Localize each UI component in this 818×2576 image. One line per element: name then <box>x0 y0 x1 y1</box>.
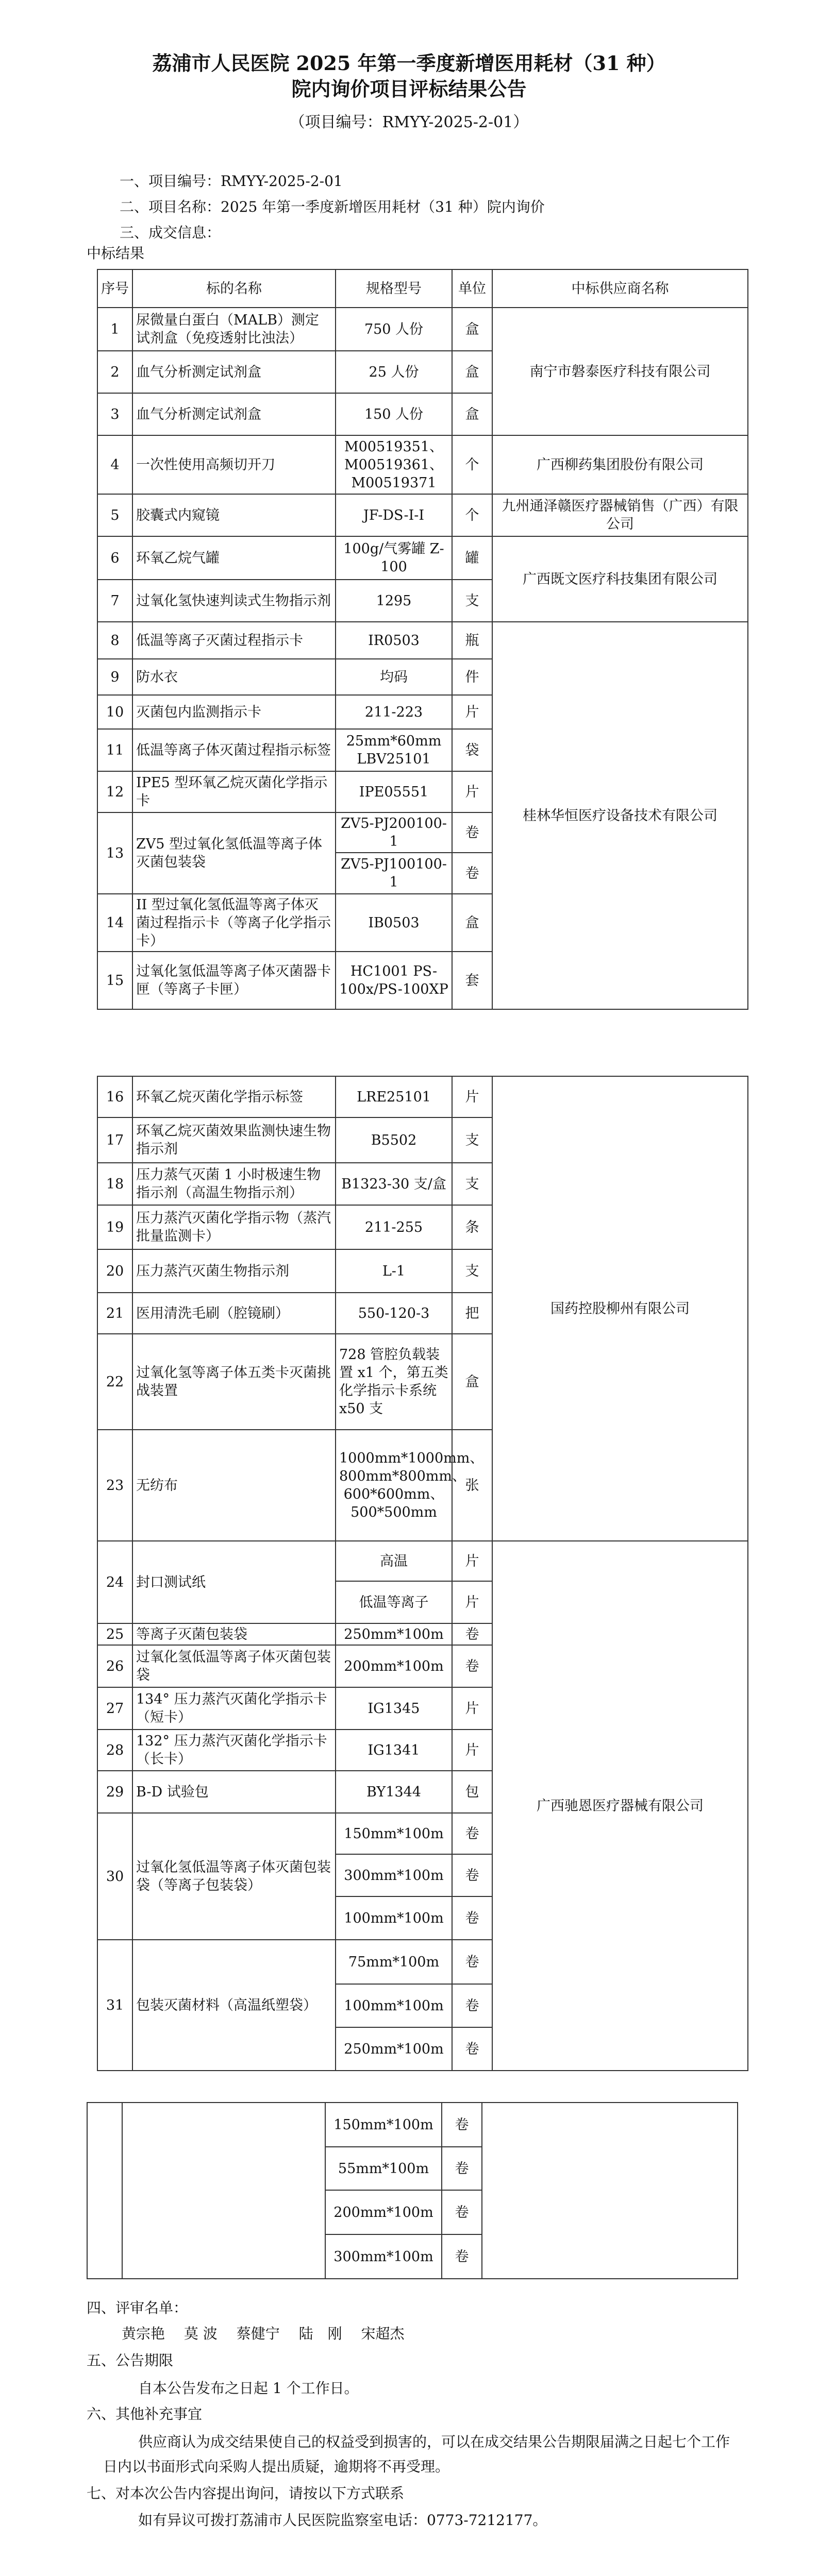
supplier-cell: 广西柳药集团股份有限公司 <box>492 435 748 494</box>
row-item-name: II 型过氧化氢低温等离子体灭菌过程指示卡（等离子化学指示卡） <box>132 894 336 952</box>
row-item-name-continued <box>122 2103 325 2279</box>
row-seq: 15 <box>97 952 132 1009</box>
row-unit: 卷 <box>442 2234 482 2279</box>
row-unit: 卷 <box>452 1623 492 1645</box>
row-unit: 袋 <box>452 729 492 771</box>
row-seq: 23 <box>97 1430 132 1541</box>
row-unit: 卷 <box>452 1896 492 1940</box>
row-seq: 5 <box>97 494 132 536</box>
row-item-name: 封口测试纸 <box>132 1541 336 1623</box>
row-item-name: 压力蒸汽灭菌化学指示物（蒸汽批量监测卡） <box>132 1205 336 1249</box>
row-spec: 25 人份 <box>336 351 452 393</box>
row-spec: 100g/气雾罐 Z-100 <box>336 536 452 580</box>
row-seq: 31 <box>97 1940 132 2071</box>
row-spec: 211-255 <box>336 1205 452 1249</box>
row-spec: 低温等离子 <box>336 1581 452 1623</box>
supplier-cell: 九州通泽赣医疗器械销售（广西）有限公司 <box>492 494 748 536</box>
row-spec: JF-DS-I-I <box>336 494 452 536</box>
row-item-name: 压力蒸气灭菌 1 小时极速生物指示剂（高温生物指示剂） <box>132 1163 336 1205</box>
row-seq: 4 <box>97 435 132 494</box>
row-unit: 卷 <box>452 1645 492 1687</box>
row-item-name: IPE5 型环氧乙烷灭菌化学指示卡 <box>132 771 336 812</box>
row-unit: 盒 <box>452 1334 492 1430</box>
row-spec: 100mm*100m <box>336 1896 452 1940</box>
row-unit: 卷 <box>442 2147 482 2190</box>
row-unit: 支 <box>452 1249 492 1293</box>
row-item-name: 134° 压力蒸汽灭菌化学指示卡（短卡） <box>132 1687 336 1730</box>
row-item-name: 胶囊式内窥镜 <box>132 494 336 536</box>
row-item-name: 等离子灭菌包装袋 <box>132 1623 336 1645</box>
row-item-name: ZV5 型过氧化氢低温等离子体灭菌包装袋 <box>132 812 336 894</box>
row-spec: 250mm*100m <box>336 2027 452 2071</box>
row-spec: IR0503 <box>336 622 452 659</box>
row-spec: B1323-30 支/盒 <box>336 1163 452 1205</box>
row-spec: 300mm*100m <box>325 2234 442 2279</box>
row-spec: 150mm*100m <box>325 2103 442 2147</box>
notice-period-text: 自本公告发布之日起 1 个工作日。 <box>138 2380 359 2397</box>
row-spec: 55mm*100m <box>325 2147 442 2190</box>
row-unit: 卷 <box>442 2190 482 2234</box>
row-item-name: 医用清洗毛刷（腔镜刷） <box>132 1293 336 1334</box>
row-seq: 9 <box>97 659 132 695</box>
row-seq: 22 <box>97 1334 132 1430</box>
row-unit: 个 <box>452 435 492 494</box>
header-unit: 单位 <box>452 269 492 308</box>
table-row <box>97 536 748 580</box>
row-unit: 套 <box>452 952 492 1009</box>
row-item-name: 血气分析测定试剂盒 <box>132 393 336 435</box>
row-seq: 7 <box>97 580 132 622</box>
row-unit: 件 <box>452 659 492 695</box>
row-unit: 片 <box>452 1076 492 1117</box>
row-seq: 27 <box>97 1687 132 1730</box>
row-spec: IB0503 <box>336 894 452 952</box>
document-title-line1: 荔浦市人民医院 2025 年第一季度新增医用耗材（31 种） <box>152 52 666 75</box>
row-spec: B5502 <box>336 1117 452 1163</box>
row-item-name: 包装灭菌材料（高温纸塑袋） <box>132 1940 336 2071</box>
row-unit: 张 <box>452 1430 492 1541</box>
row-spec: 200mm*100m <box>336 1645 452 1687</box>
row-spec: ZV5-PJ100100-1 <box>336 853 452 894</box>
row-spec: 75mm*100m <box>336 1940 452 1984</box>
row-unit: 支 <box>452 580 492 622</box>
row-unit: 卷 <box>452 1813 492 1854</box>
row-seq: 17 <box>97 1117 132 1163</box>
row-unit: 片 <box>452 1730 492 1771</box>
supplier-cell: 南宁市磐泰医疗科技有限公司 <box>492 308 748 435</box>
document-title-line2: 院内询价项目评标结果公告 <box>291 77 527 100</box>
row-item-name: 低温等离子体灭菌过程指示标签 <box>132 729 336 771</box>
table-row <box>87 2103 738 2147</box>
info-project-number: 一、项目编号：RMYY-2025-2-01 <box>120 173 343 190</box>
row-item-name: 过氧化氢等离子体五类卡灭菌挑战装置 <box>132 1334 336 1430</box>
row-spec: M00519351、M00519361、M00519371 <box>336 435 452 494</box>
row-unit: 条 <box>452 1205 492 1249</box>
row-unit: 个 <box>452 494 492 536</box>
header-seq: 序号 <box>97 269 132 308</box>
row-spec: 1295 <box>336 580 452 622</box>
row-unit: 片 <box>452 1581 492 1623</box>
row-spec: HC1001 PS-100x/PS-100XP <box>336 952 452 1009</box>
row-seq-continued <box>87 2103 122 2279</box>
table-header-row <box>97 269 748 308</box>
row-spec: BY1344 <box>336 1771 452 1813</box>
row-unit: 把 <box>452 1293 492 1334</box>
row-unit: 支 <box>452 1163 492 1205</box>
header-supplier: 中标供应商名称 <box>492 269 748 308</box>
row-unit: 盒 <box>452 308 492 351</box>
row-seq: 12 <box>97 771 132 812</box>
row-unit: 卷 <box>452 1984 492 2027</box>
row-item-name: 防水衣 <box>132 659 336 695</box>
row-seq: 18 <box>97 1163 132 1205</box>
row-spec: 300mm*100m <box>336 1854 452 1896</box>
row-seq: 1 <box>97 308 132 351</box>
row-seq: 24 <box>97 1541 132 1623</box>
row-seq: 2 <box>97 351 132 393</box>
project-number-subtitle: （项目编号：RMYY-2025-2-01） <box>289 113 529 131</box>
row-seq: 28 <box>97 1730 132 1771</box>
row-seq: 25 <box>97 1623 132 1645</box>
row-spec: L-1 <box>336 1249 452 1293</box>
row-unit: 支 <box>452 1117 492 1163</box>
table-row <box>97 1076 748 1117</box>
supplement-text: 供应商认为成交结果使自己的权益受到损害的，可以在成交结果公告期限届满之日起七个工作日内以书面形式向采购人提出质疑，逾期将不再受理。 <box>103 2433 730 2475</box>
row-unit: 卷 <box>452 812 492 853</box>
header-item-name: 标的名称 <box>132 269 336 308</box>
supplement-heading: 六、其他补充事宜 <box>87 2405 203 2422</box>
supplier-cell: 桂林华恒医疗设备技术有限公司 <box>492 622 748 1009</box>
row-spec: 200mm*100m <box>325 2190 442 2234</box>
row-seq: 29 <box>97 1771 132 1813</box>
row-unit: 瓶 <box>452 622 492 659</box>
supplier-cell: 广西驰恩医疗器械有限公司 <box>492 1541 748 2071</box>
row-item-name: 低温等离子灭菌过程指示卡 <box>132 622 336 659</box>
supplier-cell: 国药控股柳州有限公司 <box>492 1076 748 1541</box>
header-spec: 规格型号 <box>336 269 452 308</box>
row-item-name: 无纺布 <box>132 1430 336 1541</box>
row-seq: 21 <box>97 1293 132 1334</box>
row-unit: 盒 <box>452 351 492 393</box>
row-seq: 8 <box>97 622 132 659</box>
row-unit: 包 <box>452 1771 492 1813</box>
row-unit: 盒 <box>452 894 492 952</box>
row-item-name: 过氧化氢低温等离子体灭菌器卡匣（等离子卡匣） <box>132 952 336 1009</box>
row-spec: 均码 <box>336 659 452 695</box>
row-unit: 卷 <box>452 1854 492 1896</box>
info-project-name: 二、项目名称：2025 年第一季度新增医用耗材（31 种）院内询价 <box>120 198 545 215</box>
row-item-name: 一次性使用高频切开刀 <box>132 435 336 494</box>
row-item-name: 压力蒸汽灭菌生物指示剂 <box>132 1249 336 1293</box>
row-spec: IG1345 <box>336 1687 452 1730</box>
row-spec: 750 人份 <box>336 308 452 351</box>
row-unit: 片 <box>452 695 492 729</box>
reviewer-names: 黄宗艳 莫 波 蔡健宁 陆 刚 宋超杰 <box>122 2325 405 2342</box>
row-item-name: 灭菌包内监测指示卡 <box>132 695 336 729</box>
row-item-name: 过氧化氢低温等离子体灭菌包装袋 <box>132 1645 336 1687</box>
row-item-name: 过氧化氢快速判读式生物指示剂 <box>132 580 336 622</box>
row-spec: 150mm*100m <box>336 1813 452 1854</box>
supplier-cell: 广西既文医疗科技集团有限公司 <box>492 536 748 622</box>
row-item-name: 132° 压力蒸汽灭菌化学指示卡（长卡） <box>132 1730 336 1771</box>
row-spec: 728 管腔负载装置 x1 个，第五类化学指示卡系统 x50 支 <box>336 1334 452 1430</box>
table-row <box>97 494 748 536</box>
row-seq: 11 <box>97 729 132 771</box>
row-item-name: 过氧化氢低温等离子体灭菌包装袋（等离子包装袋） <box>132 1813 336 1940</box>
bid-table-part2 <box>97 1076 748 2071</box>
row-unit: 片 <box>452 1687 492 1730</box>
winning-result-label: 中标结果 <box>87 245 145 262</box>
row-seq: 30 <box>97 1813 132 1940</box>
row-item-name: 环氧乙烷灭菌化学指示标签 <box>132 1076 336 1117</box>
row-unit: 卷 <box>452 853 492 894</box>
row-item-name: 环氧乙烷灭菌效果监测快速生物指示剂 <box>132 1117 336 1163</box>
inquiry-heading: 七、对本次公告内容提出询问，请按以下方式联系 <box>87 2485 405 2502</box>
row-spec: IG1341 <box>336 1730 452 1771</box>
row-seq: 14 <box>97 894 132 952</box>
row-spec: IPE05551 <box>336 771 452 812</box>
row-unit: 盒 <box>452 393 492 435</box>
info-deal-heading: 三、成交信息： <box>120 224 221 241</box>
row-seq: 10 <box>97 695 132 729</box>
row-unit: 片 <box>452 1541 492 1581</box>
row-unit: 卷 <box>452 2027 492 2071</box>
row-seq: 13 <box>97 812 132 894</box>
row-spec: 150 人份 <box>336 393 452 435</box>
notice-period-heading: 五、公告期限 <box>87 2352 174 2369</box>
table-row <box>97 308 748 351</box>
row-item-name: 环氧乙烷气罐 <box>132 536 336 580</box>
row-spec: 1000mm*1000mm、800mm*800mm、600*600mm、500*500mm <box>336 1430 452 1541</box>
bid-table-part3 <box>87 2102 738 2279</box>
row-spec: ZV5-PJ200100-1 <box>336 812 452 853</box>
table-row <box>97 1541 748 1581</box>
row-spec: 高温 <box>336 1541 452 1581</box>
row-spec: 25mm*60mm LBV25101 <box>336 729 452 771</box>
supplier-cell-continued <box>482 2103 738 2279</box>
row-unit: 片 <box>452 771 492 812</box>
row-seq: 26 <box>97 1645 132 1687</box>
row-spec: 250mm*100m <box>336 1623 452 1645</box>
inquiry-contact: 如有异议可拨打荔浦市人民医院监察室电话：0773-7212177。 <box>138 2512 547 2529</box>
row-unit: 卷 <box>452 1940 492 1984</box>
row-seq: 20 <box>97 1249 132 1293</box>
row-item-name: 血气分析测定试剂盒 <box>132 351 336 393</box>
row-spec: 100mm*100m <box>336 1984 452 2027</box>
row-item-name: B-D 试验包 <box>132 1771 336 1813</box>
row-item-name: 尿微量白蛋白（MALB）测定试剂盒（免疫透射比浊法） <box>132 308 336 351</box>
row-spec: 550-120-3 <box>336 1293 452 1334</box>
row-spec: 211-223 <box>336 695 452 729</box>
row-seq: 3 <box>97 393 132 435</box>
bid-table-part1 <box>97 269 748 1010</box>
row-seq: 6 <box>97 536 132 580</box>
reviewer-list-heading: 四、评审名单： <box>87 2299 188 2316</box>
row-seq: 19 <box>97 1205 132 1249</box>
table-row <box>97 622 748 659</box>
table-row <box>97 435 748 494</box>
row-unit: 罐 <box>452 536 492 580</box>
row-unit: 卷 <box>442 2103 482 2147</box>
row-spec: LRE25101 <box>336 1076 452 1117</box>
row-seq: 16 <box>97 1076 132 1117</box>
